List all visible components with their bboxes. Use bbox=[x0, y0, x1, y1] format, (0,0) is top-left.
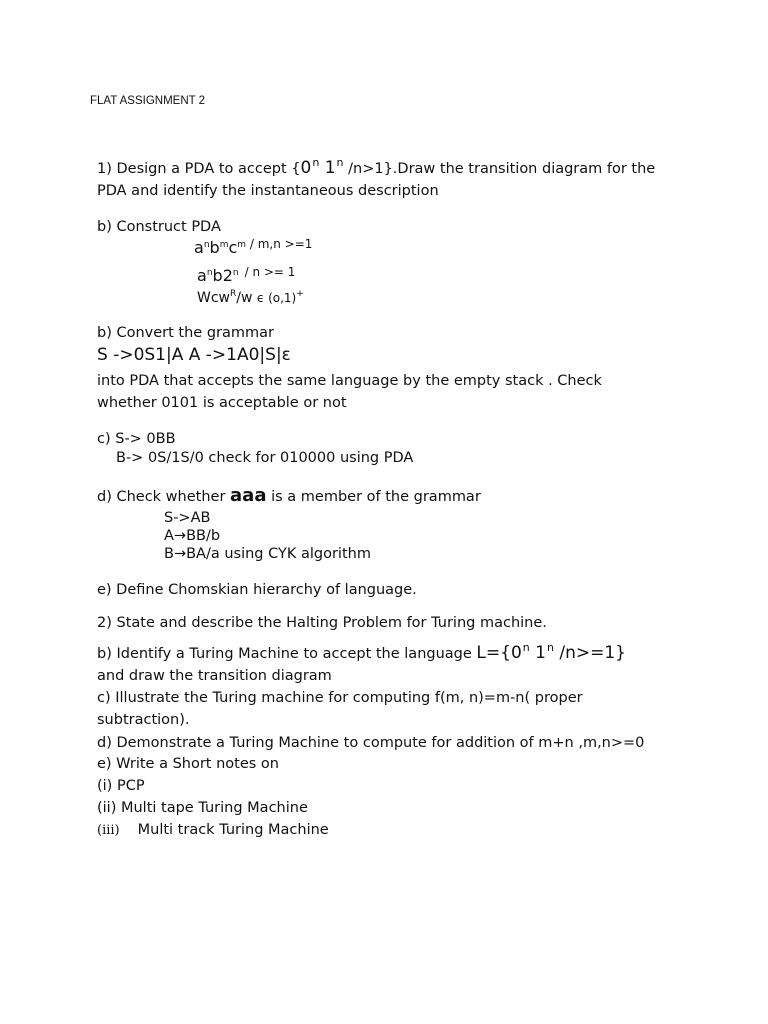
q2b-lang-pre: L={0 bbox=[476, 643, 522, 663]
q1e-line: e) Define Chomskian hierarchy of language. bbox=[97, 582, 417, 598]
cyk-rule-3: B→BA/a using CYK algorithm bbox=[164, 546, 371, 562]
lang1-c: c bbox=[228, 238, 238, 257]
q2e-item-i: (i) PCP bbox=[97, 778, 145, 794]
q2d-line: d) Demonstrate a Turing Machine to compute for addition of m+n ,m,n>=0 bbox=[97, 735, 645, 751]
lang2-b2: b2 bbox=[212, 266, 233, 285]
q2b-exp1: n bbox=[522, 641, 530, 654]
q1b2-line2: whether 0101 is acceptable or not bbox=[97, 395, 347, 411]
lang1-exp-m2: m bbox=[237, 240, 247, 250]
language-3 bbox=[197, 290, 304, 306]
q2b-lang-one: 1 bbox=[529, 643, 546, 663]
q1a-line1 bbox=[97, 158, 655, 180]
q1a-exp2: n bbox=[336, 156, 344, 169]
lang2-exp-n2: n bbox=[232, 268, 239, 278]
q2b-text-pre: b) Identify a Turing Machine to accept the language bbox=[97, 646, 477, 662]
q2e-item-iii-number: (iii) bbox=[97, 823, 120, 838]
q1c-line1: c) S-> 0BB bbox=[97, 431, 176, 447]
document-title: FLAT ASSIGNMENT 2 bbox=[90, 95, 206, 107]
q1b-title: b) Construct PDA bbox=[97, 219, 221, 235]
q2e-item-iii-text: Multi track Turing Machine bbox=[137, 822, 329, 838]
lang1-a: a bbox=[194, 238, 204, 257]
grammar-rules: S ->0S1|A A ->1A0|S|ε bbox=[97, 345, 291, 365]
q1a-text-pre: 1) Design a PDA to accept { bbox=[97, 161, 301, 177]
q2b-lang-post: /n>=1} bbox=[553, 643, 626, 663]
q2b-exp2: n bbox=[546, 641, 554, 654]
q2e-item-iii bbox=[97, 820, 329, 841]
q1d-text-pre: d) Check whether bbox=[97, 489, 231, 505]
lang3-exp-plus: + bbox=[296, 289, 304, 299]
lang1-exp-n: n bbox=[203, 240, 210, 250]
lang1-b: b bbox=[209, 238, 220, 257]
q2c-line1: c) Illustrate the Turing machine for computing f(m, n)=m-n( proper bbox=[97, 690, 583, 706]
cyk-rule-1: S->AB bbox=[164, 510, 211, 526]
lang3-wcw: Wcw bbox=[197, 290, 230, 306]
q1d-word: aaa bbox=[230, 485, 267, 506]
q1a-line2: PDA and identify the instantaneous description bbox=[97, 183, 439, 199]
q1c-line2: B-> 0S/1S/0 check for 010000 using PDA bbox=[116, 450, 414, 466]
lang1-condition: / m,n >=1 bbox=[246, 237, 313, 251]
cyk-rule-2: A→BB/b bbox=[164, 528, 221, 544]
q1d-line bbox=[97, 486, 481, 507]
q1b2-line1: into PDA that accepts the same language by the empty stack . Check bbox=[97, 373, 602, 389]
lang3-exp-r: R bbox=[230, 289, 237, 299]
lang3-rest: /w bbox=[236, 290, 257, 306]
language-2 bbox=[197, 266, 295, 285]
q2a-line: 2) State and describe the Halting Problem for Turing machine. bbox=[97, 615, 547, 631]
q2c-line2: subtraction). bbox=[97, 712, 190, 728]
lang2-exp-n: n bbox=[206, 268, 213, 278]
lang3-set: ϵ (o,1) bbox=[256, 291, 297, 305]
q1d-text-post: is a member of the grammar bbox=[266, 489, 481, 505]
lang2-condition: / n >= 1 bbox=[244, 265, 296, 279]
q2e-line: e) Write a Short notes on bbox=[97, 756, 279, 772]
q1a-text-post: /n>1}.Draw the transition diagram for the bbox=[343, 161, 656, 177]
q2b-line2: and draw the transition diagram bbox=[97, 668, 332, 684]
lang1-exp-m: m bbox=[219, 240, 229, 250]
q2b-line1 bbox=[97, 643, 626, 665]
lang2-a: a bbox=[197, 266, 207, 285]
q1a-exp1: n bbox=[312, 156, 320, 169]
q1a-zero: 0 bbox=[300, 158, 312, 178]
q2e-item-ii: (ii) Multi tape Turing Machine bbox=[97, 800, 308, 816]
language-1 bbox=[194, 238, 312, 257]
q1a-one: 1 bbox=[319, 158, 336, 178]
q1b2-title: b) Convert the grammar bbox=[97, 325, 274, 341]
